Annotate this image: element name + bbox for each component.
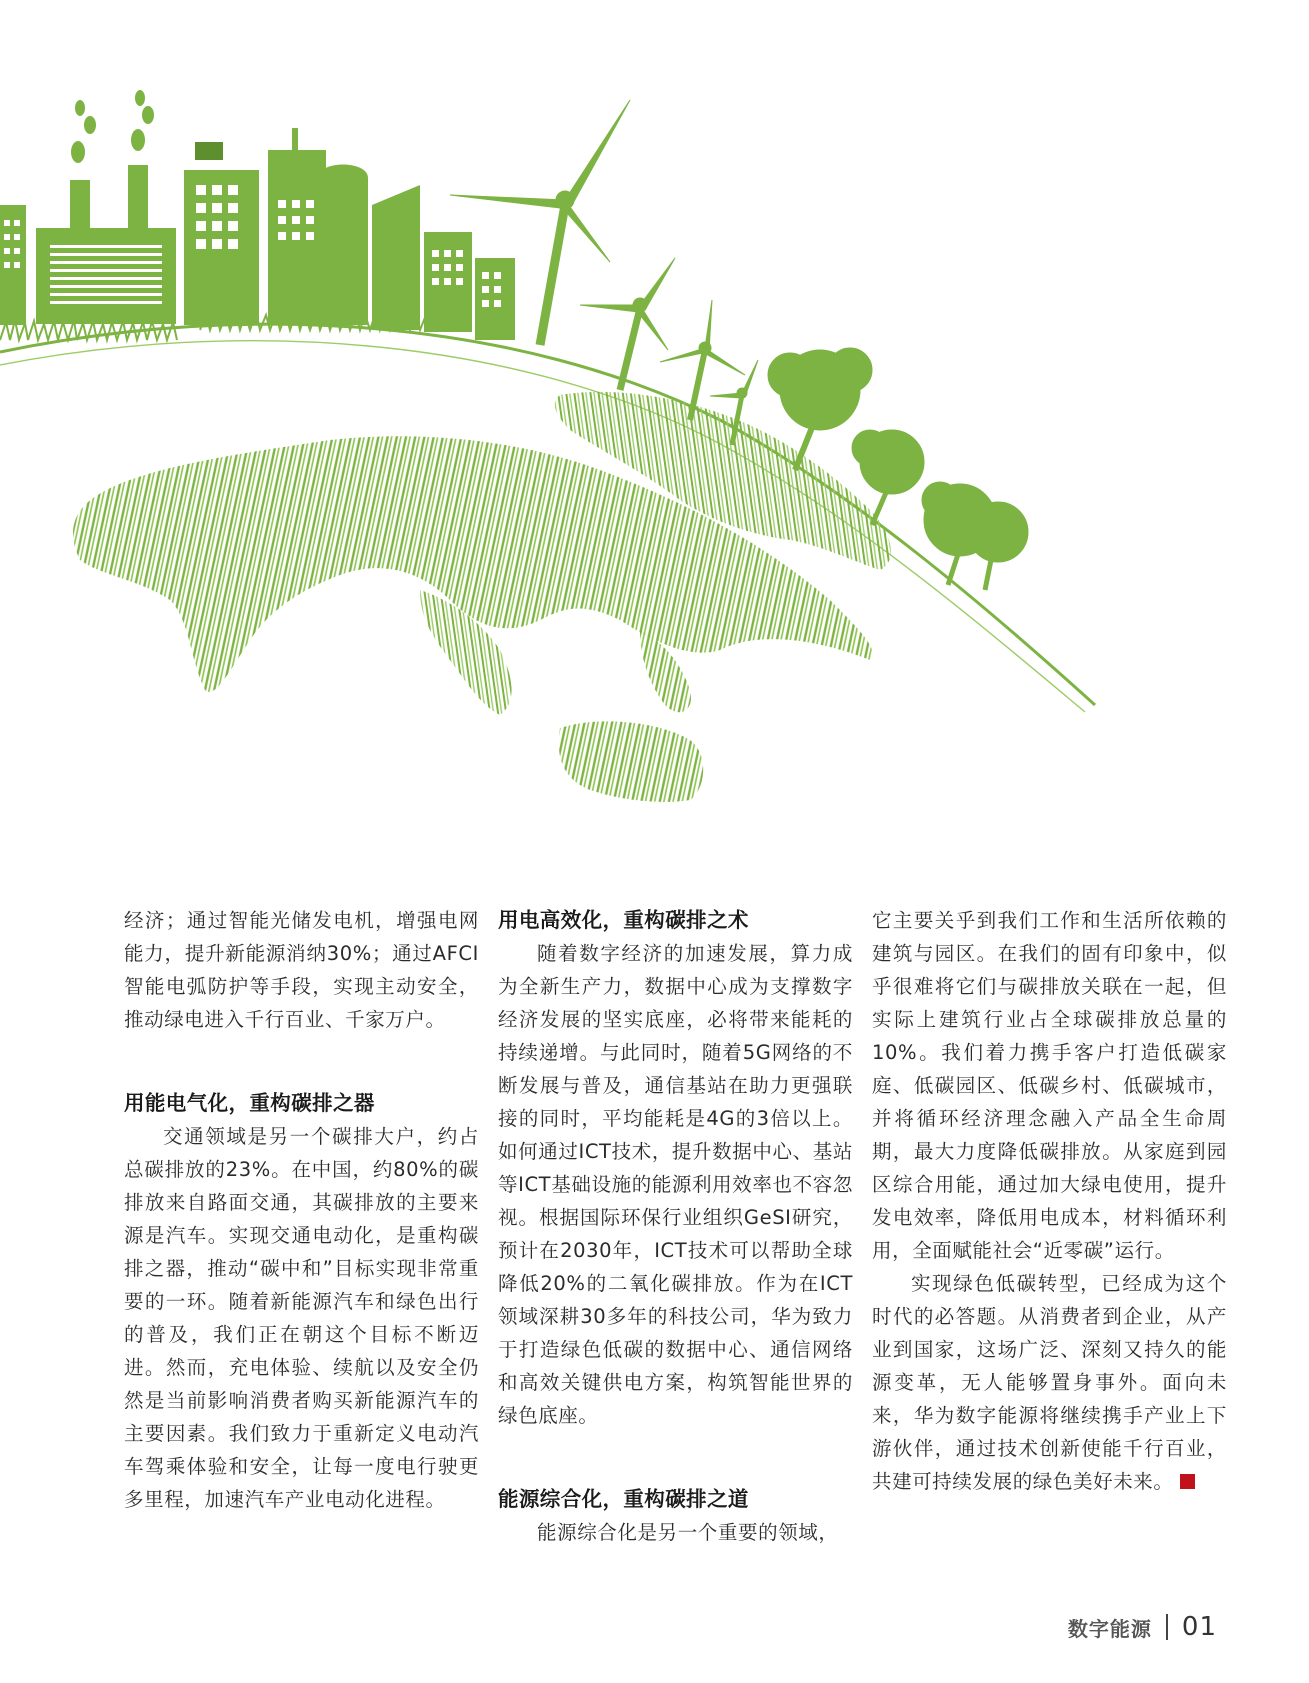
closing-paragraph-text: 实现绿色低碳转型，已经成为这个时代的必答题。从消费者到企业，从产业到国家，这场广泛、深刻又持久的能源变革，无人能够置身事外。面向未来，华为数字能源将继续携手产业上下游伙伴，通过技术创新使能千行百业，共建可持续发展的绿色美好未来。 (872, 1272, 1227, 1493)
page-footer (1068, 1612, 1217, 1642)
paragraph: 能源综合化是另一个重要的领域， (537, 1521, 839, 1544)
paragraph: 随着数字经济的加速发展，算力成为全新生产力，数据中心成为支撑数字经济发展的坚实底座，必将带来能耗的持续递增。与此同时，随着5G网络的不断发展与普及，通信基站在助力更强联接的同时，平均能耗是4G的3倍以上。如何通过ICT技术，提升数据中心、基站等ICT基础设施的能源利用效率也不容忽视。根据国际环保行业组织GeSI研究，预计在2030年，ICT技术可以帮助全球降低20%的二氧化碳排放。作为在ICT领域深耕30多年的科技公司，华为致力于打造绿色低碳的数据中心、通信网络和高效关键供电方案，构筑智能世界的绿色底座。 (498, 942, 853, 1427)
end-mark-icon (1180, 1474, 1195, 1489)
footer-divider (1166, 1614, 1168, 1640)
section-name: 数字能源 (1067, 1616, 1152, 1641)
chimney-leaves (71, 90, 154, 163)
section-heading: 用电高效化，重构碳排之术 (498, 908, 749, 932)
paragraph: 经济；通过智能光储发电机，增强电网能力，提升新能源消纳30%；通过AFCI智能电弧防护等手段，实现主动安全，推动绿电进入千行百业、千家万户。 (124, 909, 479, 1031)
section-heading: 能源综合化，重构碳排之道 (498, 1487, 749, 1511)
paragraph (872, 1267, 1227, 1498)
text-column-1 (124, 904, 479, 1516)
paragraph: 它主要关乎到我们工作和生活所依赖的建筑与园区。在我们的固有印象中，似乎很难将它们与碳排放关联在一起，但实际上建筑行业占全球碳排放总量的10%。我们着力携手客户打造低碳家庭、低碳园区、低碳乡村、低碳城市，并将循环经济理念融入产品全生命周期，最大力度降低碳排放。从家庭到园区综合用能，通过加大绿电使用，提升发电效率，降低用电成本，材料循环利用，全面赋能社会“近零碳”运行。 (872, 909, 1227, 1262)
continent-australia (559, 721, 703, 802)
section-heading: 用能电气化，重构碳排之器 (124, 1091, 375, 1115)
text-column-3 (872, 904, 1227, 1498)
text-column-2 (498, 904, 853, 1549)
paragraph: 交通领域是另一个碳排大户，约占总碳排放的23%。在中国，约80%的碳排放来自路面交通，其碳排放的主要来源是汽车。实现交通电动化，是重构碳排之器，推动“碳中和”目标实现非常重要的一环。随着新能源汽车和绿色出行的普及，我们正在朝这个目标不断迈进。然而，充电体验、续航以及安全仍然是当前影响消费者购买新能源汽车的主要因素。我们致力于重新定义电动汽车驾乘体验和安全，让每一度电行驶更多里程，加速汽车产业电动化进程。 (124, 1125, 479, 1511)
page-number: 01 (1181, 1612, 1217, 1642)
